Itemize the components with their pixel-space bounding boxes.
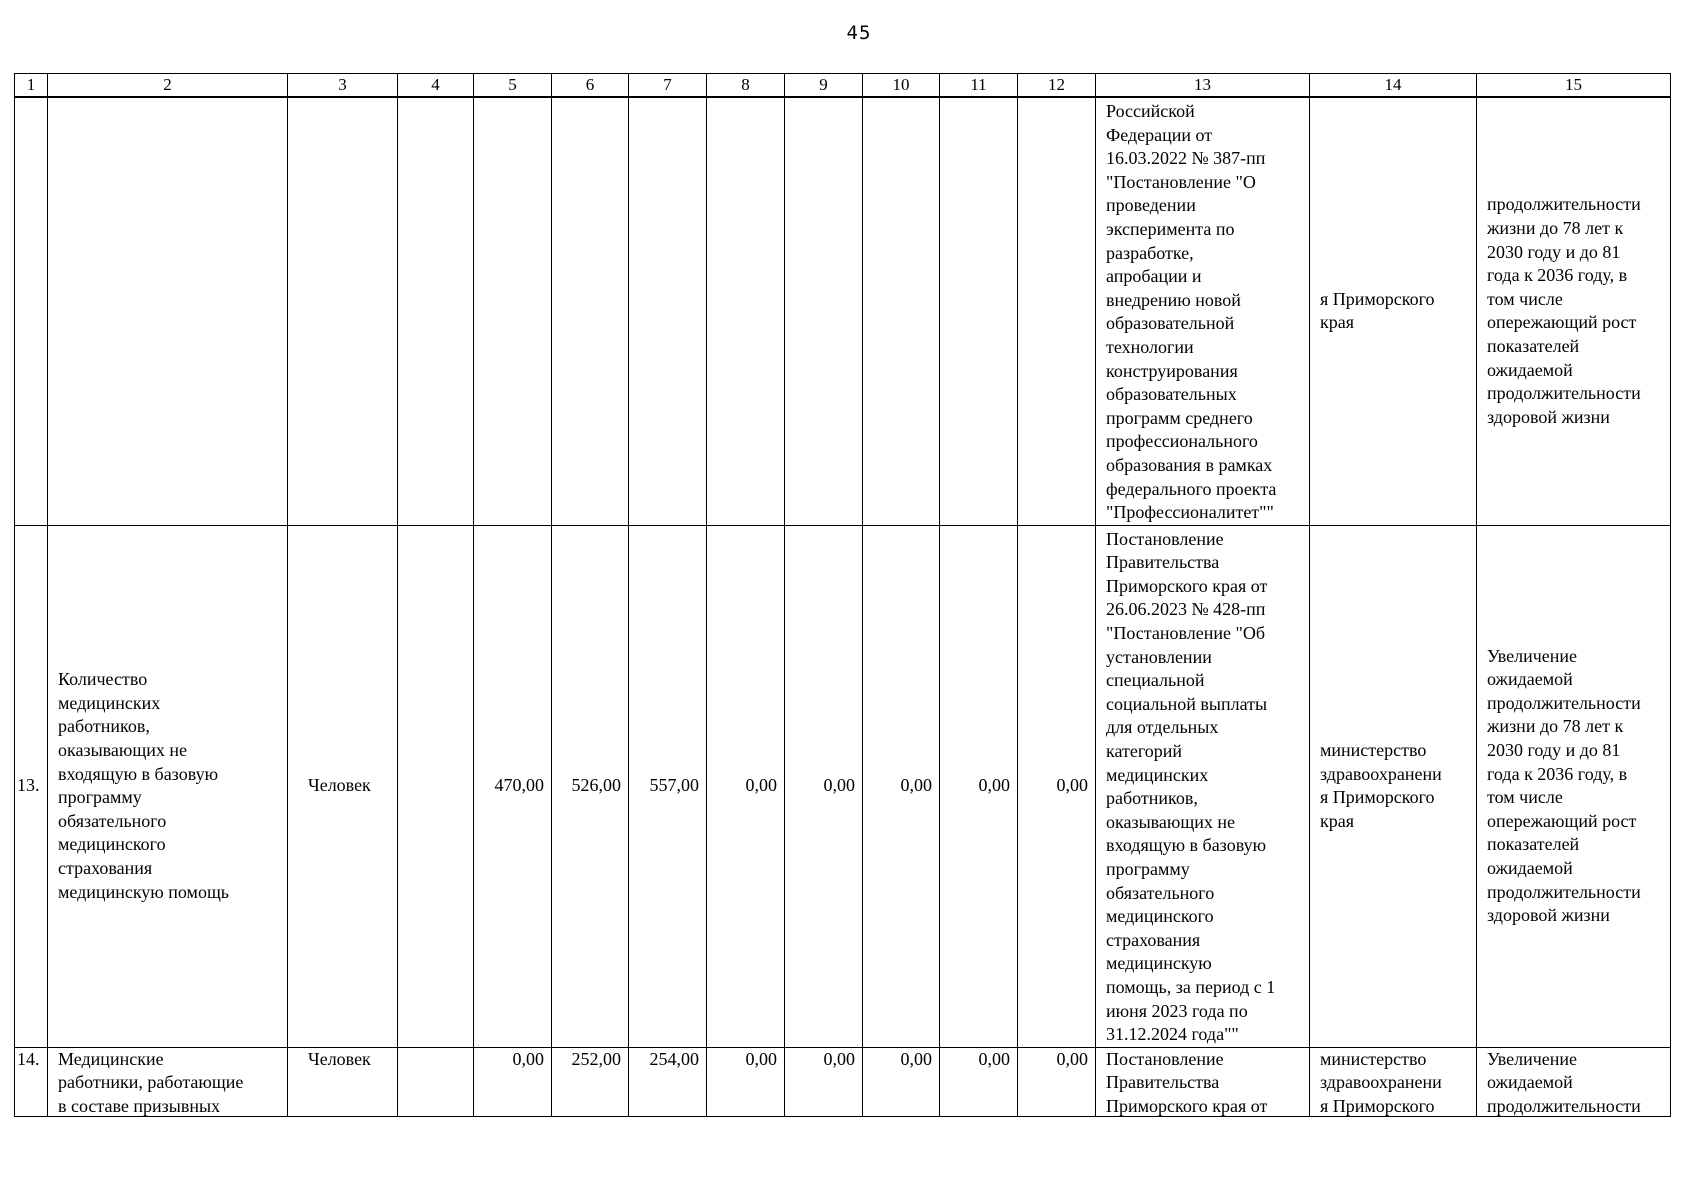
- responsible-cell: я Приморского края: [1310, 97, 1477, 525]
- goal-cell: Увеличение ожидаемой продолжительности: [1477, 1047, 1671, 1116]
- goal-cell: Увеличение ожидаемой продолжительности жизни до 78 лет к 2030 году и до 81 года к 2036 году, в том числе опережающий рост показателей ожидаемой продолжительности здоровой жизни: [1477, 525, 1671, 1047]
- value-cell: [707, 97, 785, 525]
- legal-document-cell: Российской Федерации от 16.03.2022 № 387-пп "Постановление "О проведении эксперимента по разработке, апробации и внедрению новой образовательной технологии конструирования образовательных программ среднего профессионального образования в рамках федерального проекта "Профессионалитет"": [1096, 97, 1310, 525]
- value-cell: [474, 97, 552, 525]
- unit-cell: Человек: [288, 1047, 398, 1116]
- column-number: 14: [1310, 74, 1477, 98]
- goal-cell: продолжительности жизни до 78 лет к 2030 году и до 81 года к 2036 году, в том числе опережающий рост показателей ожидаемой продолжительности здоровой жизни: [1477, 97, 1671, 525]
- legal-document-cell: Постановление Правительства Приморского края от 26.06.2023 № 428-пп "Постановление "Об установлении специальной социальной выплаты для отдельных категорий медицинских работников, оказывающих не входящую в базовую программу обязательного медицинского страхования медицинскую помощь, за период с 1 июня 2023 года по 31.12.2024 года"": [1096, 525, 1310, 1047]
- value-cell: [940, 97, 1018, 525]
- value-cell: [863, 97, 940, 525]
- value-cell: 0,00: [707, 525, 785, 1047]
- indicator-name: Количество медицинских работников, оказывающих не входящую в базовую программу обязательного медицинского страхования медицинскую помощь: [48, 525, 288, 1047]
- value-cell: 0,00: [863, 1047, 940, 1116]
- value-cell: 0,00: [785, 525, 863, 1047]
- unit-cell: Человек: [288, 525, 398, 1047]
- value-cell: [398, 1047, 474, 1116]
- column-number: 15: [1477, 74, 1671, 98]
- table-row: [15, 1047, 1671, 1116]
- value-cell: 0,00: [940, 1047, 1018, 1116]
- unit-cell: [288, 97, 398, 525]
- value-cell: [552, 97, 629, 525]
- table-row: [15, 525, 1671, 1047]
- value-cell: 0,00: [707, 1047, 785, 1116]
- column-number: 8: [707, 74, 785, 98]
- indicator-name: [48, 97, 288, 525]
- column-number: 11: [940, 74, 1018, 98]
- value-cell: [398, 525, 474, 1047]
- value-cell: 0,00: [474, 1047, 552, 1116]
- value-cell: 252,00: [552, 1047, 629, 1116]
- value-cell: 254,00: [629, 1047, 707, 1116]
- value-cell: [785, 97, 863, 525]
- responsible-cell: министерство здравоохранени я Приморского: [1310, 1047, 1477, 1116]
- row-index: 14.: [15, 1047, 48, 1116]
- responsible-cell: министерство здравоохранени я Приморского края: [1310, 525, 1477, 1047]
- row-index: 13.: [15, 525, 48, 1047]
- column-number: 5: [474, 74, 552, 98]
- column-number: 9: [785, 74, 863, 98]
- value-cell: 0,00: [1018, 525, 1096, 1047]
- value-cell: [629, 97, 707, 525]
- value-cell: 470,00: [474, 525, 552, 1047]
- value-cell: 0,00: [940, 525, 1018, 1047]
- value-cell: 526,00: [552, 525, 629, 1047]
- page-number: 45: [846, 22, 872, 44]
- row-index: [15, 97, 48, 525]
- value-cell: 0,00: [863, 525, 940, 1047]
- value-cell: 0,00: [1018, 1047, 1096, 1116]
- column-number: 3: [288, 74, 398, 98]
- indicator-name: Медицинские работники, работающие в составе призывных: [48, 1047, 288, 1116]
- value-cell: 0,00: [785, 1047, 863, 1116]
- indicators-table: [14, 73, 1671, 1117]
- column-number: 1: [15, 74, 48, 98]
- column-number: 12: [1018, 74, 1096, 98]
- legal-document-cell: Постановление Правительства Приморского края от: [1096, 1047, 1310, 1116]
- column-number: 10: [863, 74, 940, 98]
- column-number: 2: [48, 74, 288, 98]
- value-cell: [398, 97, 474, 525]
- column-number: 6: [552, 74, 629, 98]
- table-row: [15, 97, 1671, 525]
- column-number-row: [15, 74, 1671, 98]
- column-number: 4: [398, 74, 474, 98]
- value-cell: [1018, 97, 1096, 525]
- column-number: 13: [1096, 74, 1310, 98]
- value-cell: 557,00: [629, 525, 707, 1047]
- column-number: 7: [629, 74, 707, 98]
